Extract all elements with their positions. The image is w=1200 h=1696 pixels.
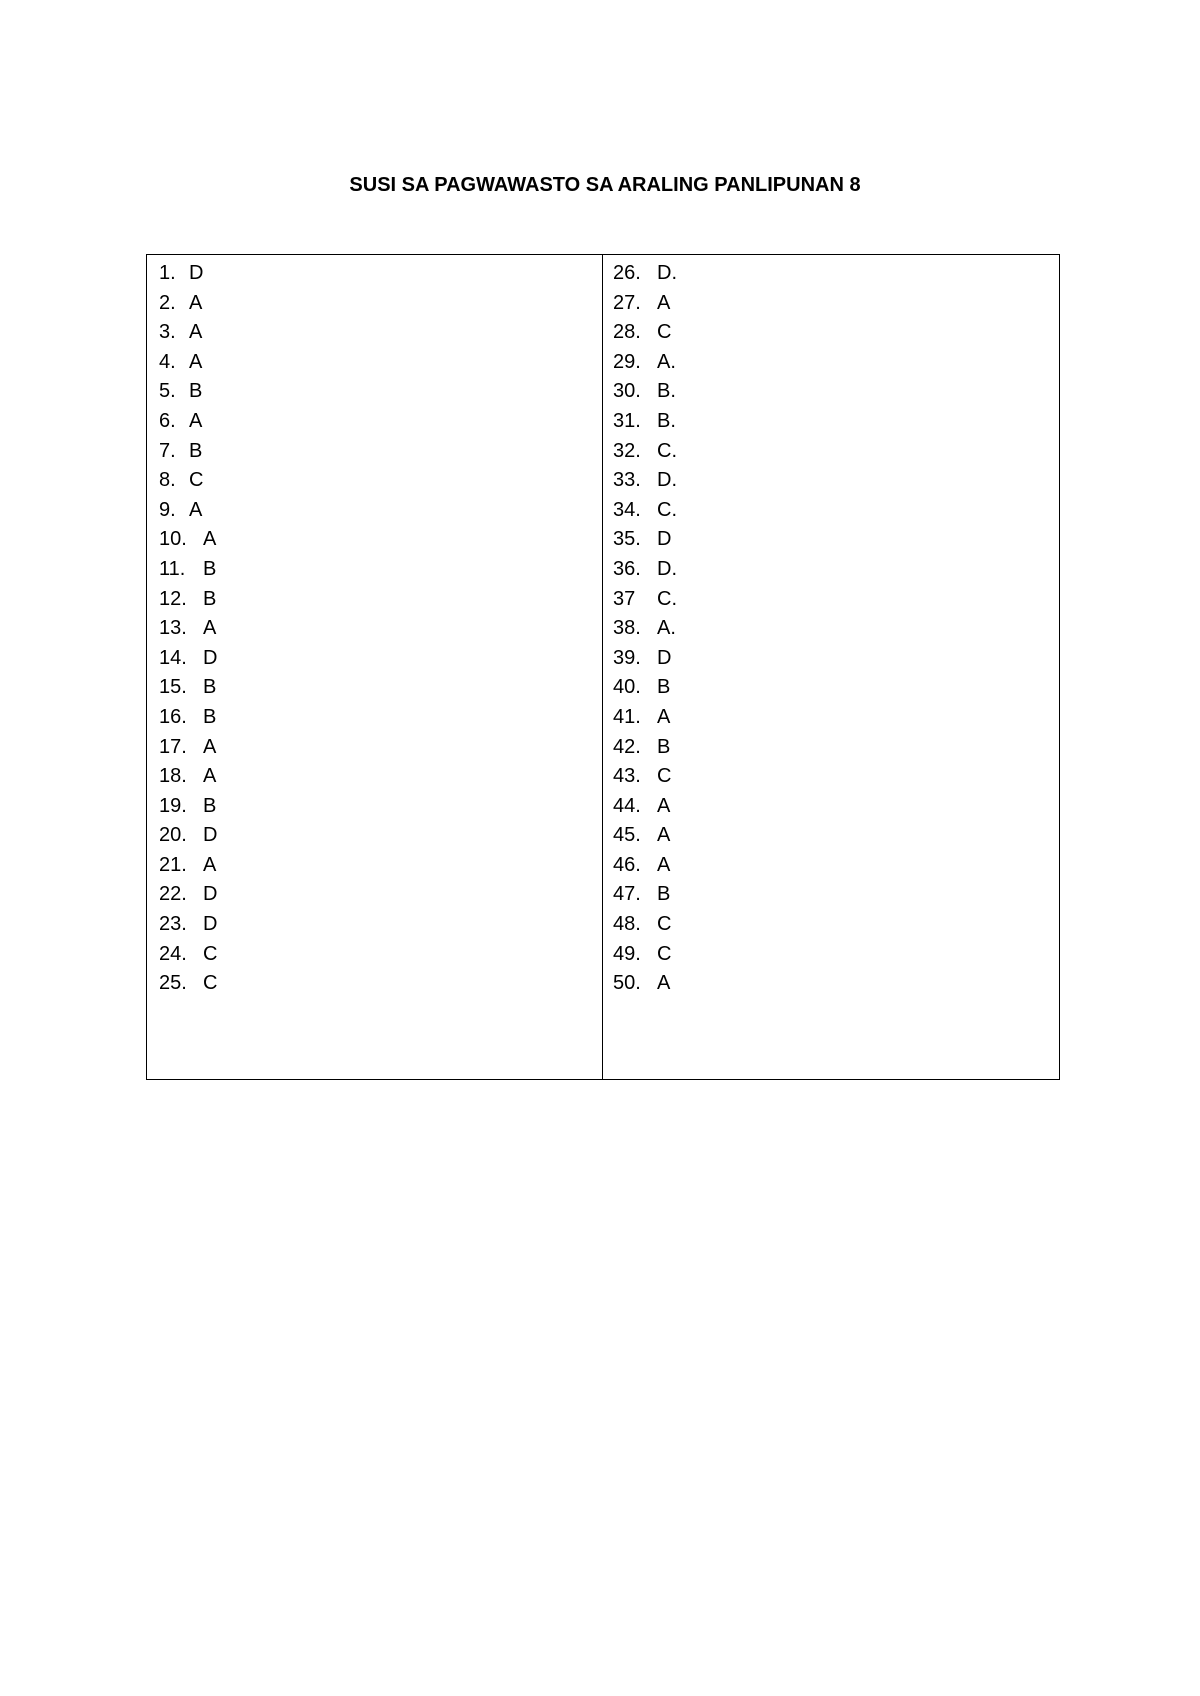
item-answer: A — [189, 291, 203, 314]
item-answer: B — [203, 794, 217, 817]
item-number: 24. — [159, 942, 187, 965]
item-number: 31. — [613, 409, 641, 432]
answer-row — [613, 407, 1059, 437]
item-number: 37 — [613, 587, 636, 610]
answer-row — [613, 792, 1059, 822]
item-number: 30. — [613, 380, 641, 403]
answer-row — [159, 318, 602, 348]
answer-column-left — [147, 255, 603, 1079]
answer-row — [159, 466, 602, 496]
answer-row — [613, 762, 1059, 792]
answer-row — [159, 496, 602, 526]
item-answer: A — [189, 409, 203, 432]
answer-row — [613, 673, 1059, 703]
item-answer: D. — [657, 557, 677, 580]
answer-row — [613, 644, 1059, 674]
item-number: 44. — [613, 794, 641, 817]
answer-row — [613, 555, 1059, 585]
item-answer: A — [657, 824, 671, 847]
answer-row — [159, 910, 602, 940]
item-number: 45. — [613, 824, 641, 847]
answer-row — [613, 525, 1059, 555]
item-number: 19. — [159, 794, 187, 817]
item-answer: B — [189, 380, 203, 403]
item-answer: B — [657, 676, 671, 699]
answer-row — [613, 259, 1059, 289]
answer-row — [159, 880, 602, 910]
answer-row — [613, 910, 1059, 940]
item-answer: B — [203, 705, 217, 728]
answer-row — [613, 466, 1059, 496]
answer-row — [613, 969, 1059, 999]
item-answer: A — [189, 321, 203, 344]
answer-row — [613, 348, 1059, 378]
answer-row — [613, 318, 1059, 348]
item-number: 7. — [159, 439, 176, 462]
item-number: 20. — [159, 824, 187, 847]
item-answer: A — [203, 765, 217, 788]
answer-row — [613, 851, 1059, 881]
answer-row — [613, 496, 1059, 526]
item-number: 27. — [613, 291, 641, 314]
item-number: 39. — [613, 646, 641, 669]
item-answer: A — [657, 972, 671, 995]
item-answer: A. — [657, 350, 676, 373]
item-answer: C — [189, 469, 204, 492]
item-number: 33. — [613, 469, 641, 492]
item-number: 42. — [613, 735, 641, 758]
item-number: 49. — [613, 942, 641, 965]
answer-row — [159, 289, 602, 319]
item-number: 8. — [159, 469, 176, 492]
item-answer: A — [203, 617, 217, 640]
item-number: 29. — [613, 350, 641, 373]
answer-row — [613, 437, 1059, 467]
item-number: 15. — [159, 676, 187, 699]
item-answer: D — [189, 262, 204, 284]
item-answer: B. — [657, 380, 676, 403]
answer-row — [159, 644, 602, 674]
item-answer: B. — [657, 409, 676, 432]
item-answer: B — [203, 557, 217, 580]
item-number: 32. — [613, 439, 641, 462]
answer-row — [159, 792, 602, 822]
item-number: 3. — [159, 321, 176, 344]
item-answer: D — [203, 913, 218, 936]
item-number: 4. — [159, 350, 176, 373]
item-answer: C — [657, 942, 672, 965]
item-number: 40. — [613, 676, 641, 699]
item-answer: D — [657, 646, 672, 669]
item-number: 5. — [159, 380, 176, 403]
item-number: 25. — [159, 972, 187, 995]
item-answer: A — [203, 853, 217, 876]
item-number: 11. — [159, 557, 186, 580]
item-number: 28. — [613, 321, 641, 344]
item-number: 17. — [159, 735, 187, 758]
item-answer: B — [657, 735, 671, 758]
answer-row — [159, 555, 602, 585]
item-answer: B — [189, 439, 203, 462]
item-number: 47. — [613, 883, 641, 906]
item-answer: B — [203, 676, 217, 699]
item-number: 2. — [159, 291, 176, 314]
item-number: 35. — [613, 528, 641, 551]
answer-row — [159, 348, 602, 378]
answer-row — [613, 821, 1059, 851]
answer-row — [159, 851, 602, 881]
item-number: 48. — [613, 913, 641, 936]
answer-row — [159, 673, 602, 703]
item-number: 6. — [159, 409, 176, 432]
item-number: 46. — [613, 853, 641, 876]
item-answer: C — [203, 942, 218, 965]
item-number: 13. — [159, 617, 187, 640]
item-number: 38. — [613, 617, 641, 640]
answer-row — [159, 614, 602, 644]
item-answer: A — [203, 528, 217, 551]
answer-row — [613, 940, 1059, 970]
item-answer: A — [203, 735, 217, 758]
answer-row — [613, 614, 1059, 644]
answer-row — [159, 437, 602, 467]
answer-row — [613, 289, 1059, 319]
item-answer: C — [657, 765, 672, 788]
answer-row — [159, 969, 602, 999]
item-answer: C. — [657, 587, 677, 610]
answer-row — [159, 259, 602, 289]
item-answer: C — [657, 321, 672, 344]
answer-row — [159, 377, 602, 407]
item-answer: A — [657, 705, 671, 728]
item-number: 10. — [159, 528, 187, 551]
answer-row — [159, 821, 602, 851]
item-number: 12. — [159, 587, 187, 610]
item-answer: A — [189, 350, 203, 373]
item-answer: A — [657, 853, 671, 876]
item-number: 34. — [613, 498, 641, 521]
item-answer: A — [657, 291, 671, 314]
item-answer: C. — [657, 498, 677, 521]
answer-row — [613, 880, 1059, 910]
item-answer: D — [657, 528, 672, 551]
item-number: 26. — [613, 262, 641, 284]
item-number: 22. — [159, 883, 187, 906]
answer-row — [159, 733, 602, 763]
item-number: 36. — [613, 557, 641, 580]
page-title: SUSI SA PAGWAWASTO SA ARALING PANLIPUNAN 8 — [349, 174, 861, 196]
item-number: 41. — [613, 705, 641, 728]
item-number: 16. — [159, 705, 187, 728]
item-number: 9. — [159, 498, 176, 521]
answer-row — [159, 525, 602, 555]
item-answer: C — [657, 913, 672, 936]
answer-row — [159, 940, 602, 970]
item-number: 1. — [159, 262, 176, 284]
item-number: 18. — [159, 765, 187, 788]
item-answer: D — [203, 883, 218, 906]
item-number: 21. — [159, 853, 187, 876]
answer-row — [613, 585, 1059, 615]
answer-row — [613, 703, 1059, 733]
item-answer: A — [189, 498, 203, 521]
answer-row — [613, 733, 1059, 763]
item-answer: D — [203, 824, 218, 847]
item-answer: A. — [657, 617, 676, 640]
answer-row — [159, 703, 602, 733]
item-number: 43. — [613, 765, 641, 788]
item-answer: A — [657, 794, 671, 817]
item-number: 14. — [159, 646, 187, 669]
item-answer: B — [657, 883, 671, 906]
answer-row — [613, 377, 1059, 407]
answer-row — [159, 585, 602, 615]
item-number: 23. — [159, 913, 187, 936]
answer-key-table — [146, 254, 1060, 1080]
item-answer: D — [203, 646, 218, 669]
answer-row — [159, 407, 602, 437]
item-answer: D. — [657, 262, 677, 284]
answer-row — [159, 762, 602, 792]
item-number: 50. — [613, 972, 641, 995]
item-answer: C — [203, 972, 218, 995]
item-answer: B — [203, 587, 217, 610]
answer-column-right — [603, 255, 1059, 1079]
item-answer: D. — [657, 469, 677, 492]
item-answer: C. — [657, 439, 677, 462]
